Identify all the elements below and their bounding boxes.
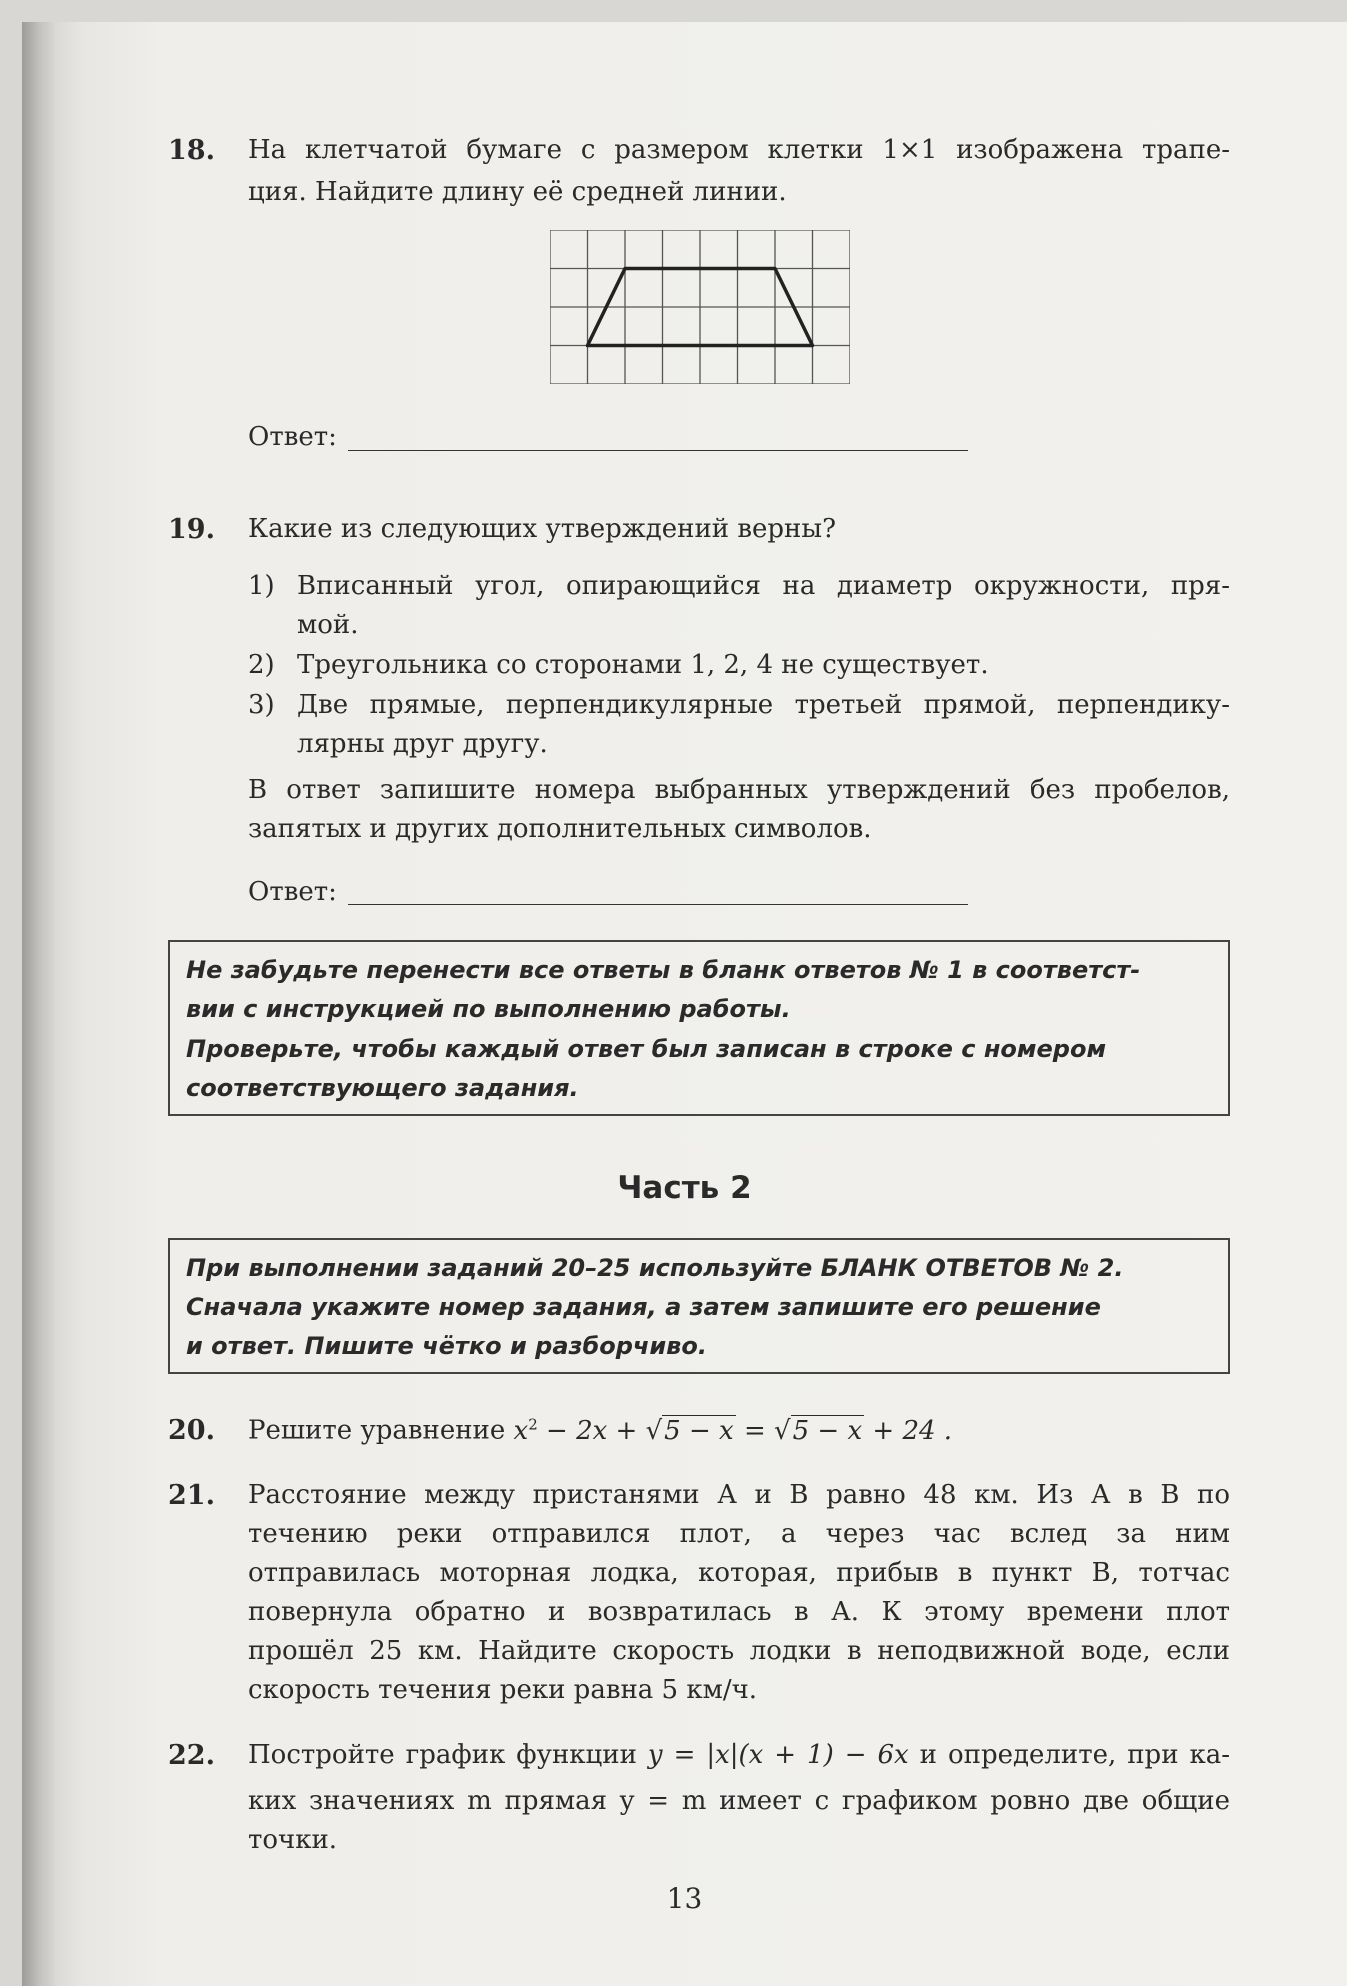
task-19-instruction-line-2: запятых и других дополнительных символов. bbox=[248, 814, 872, 844]
task-21-number: 21. bbox=[168, 1480, 215, 1511]
part-2-heading: Часть 2 bbox=[617, 1170, 752, 1206]
task-18-number: 18. bbox=[168, 135, 215, 166]
task-19-item-1-num: 1) bbox=[248, 571, 275, 601]
task-22-text-start: Постройте график функции bbox=[248, 1740, 637, 1770]
task-19-item-1-line-1: Вписанный угол, опирающийся на диаметр окружности, пря- bbox=[297, 571, 1230, 601]
task-19-item-3-line-1: Две прямые, перпендикулярные третьей прямой, перпендику- bbox=[297, 690, 1230, 720]
task-18-answer-field[interactable] bbox=[348, 450, 968, 451]
task-21-line-2: течению реки отправился плот, а через час вслед за ним bbox=[248, 1519, 1230, 1549]
task-22-line-1 bbox=[248, 1740, 1230, 1770]
notice-2-line-1: При выполнении заданий 20–25 используйте БЛАНК ОТВЕТОВ № 2. bbox=[186, 1254, 1124, 1282]
task-19-item-2-num: 2) bbox=[248, 650, 275, 680]
notice-1-line-1: Не забудьте перенести все ответы в бланк ответов № 1 в соответст- bbox=[186, 956, 1141, 984]
task-22-line-2: ких значениях m прямая y = m имеет с графиком ровно две общие bbox=[248, 1786, 1230, 1816]
book-spine-shadow bbox=[22, 22, 56, 1986]
task-18-line-1: На клетчатой бумаге с размером клетки 1×1 изображена трапе- bbox=[248, 135, 1230, 165]
eq-equals: = bbox=[735, 1415, 775, 1446]
eq-tail: + 24 . bbox=[864, 1415, 953, 1446]
task-19-question: Какие из следующих утверждений верны? bbox=[248, 514, 837, 544]
task-20-text: Решите уравнение bbox=[248, 1415, 506, 1446]
notice-2-line-2: Сначала укажите номер задания, а затем запишите его решение bbox=[186, 1293, 1101, 1321]
task-19-instruction-line-1: В ответ запишите номера выбранных утверждений без пробелов, bbox=[248, 775, 1230, 805]
task-21-line-6: скорость течения реки равна 5 км/ч. bbox=[248, 1675, 758, 1705]
task-19-item-3-line-2: лярны друг другу. bbox=[297, 729, 548, 759]
task-21-line-1: Расстояние между пристанями А и В равно 48 км. Из А в В по bbox=[248, 1480, 1230, 1510]
eq-sqrt-1: 5 − x bbox=[664, 1415, 734, 1446]
trapezoid-grid-figure bbox=[550, 230, 850, 384]
task-20-number: 20. bbox=[168, 1415, 215, 1446]
eq-sqrt-2: 5 − x bbox=[792, 1415, 863, 1446]
task-19-number: 19. bbox=[168, 514, 215, 545]
task-18-answer-label: Ответ: bbox=[248, 422, 337, 452]
task-18-line-2: ция. Найдите длину её средней линии. bbox=[248, 177, 787, 207]
page-sheet bbox=[22, 22, 1347, 1986]
eq-minus-2x: − 2x + bbox=[537, 1415, 646, 1446]
task-20-statement bbox=[248, 1415, 952, 1446]
task-21-line-4: повернула обратно и возвратилась в А. К этому времени плот bbox=[248, 1597, 1230, 1627]
task-22-line-3: точки. bbox=[248, 1825, 338, 1855]
task-22-number: 22. bbox=[168, 1740, 215, 1771]
task-21-line-3: отправилась моторная лодка, которая, прибыв в пункт В, тотчас bbox=[248, 1558, 1230, 1588]
task-21-line-5: прошёл 25 км. Найдите скорость лодки в неподвижной воде, если bbox=[248, 1636, 1230, 1666]
task-22-text-end: и определите, при ка- bbox=[919, 1740, 1231, 1770]
task-20-equation: $x^2 - 2x + √5 - x = √5 - x + 24$ . bbox=[513, 1415, 953, 1446]
task-19-item-3-num: 3) bbox=[248, 690, 275, 720]
task-19-item-2-line-1: Треугольника со сторонами 1, 2, 4 не существует. bbox=[297, 650, 989, 680]
notice-box-transfer-answers bbox=[168, 940, 1230, 1116]
task-19-item-1-line-2: мой. bbox=[297, 610, 359, 640]
notice-1-line-4: соответствующего задания. bbox=[186, 1074, 579, 1102]
notice-1-line-2: вии с инструкцией по выполнению работы. bbox=[186, 995, 791, 1023]
notice-box-answer-sheet-2 bbox=[168, 1238, 1230, 1374]
page-number: 13 bbox=[666, 1882, 703, 1915]
eq-x: x bbox=[513, 1415, 529, 1446]
task-22-formula: y = |x|(x + 1) − 6x bbox=[647, 1740, 909, 1770]
notice-2-line-3: и ответ. Пишите чётко и разборчиво. bbox=[186, 1332, 707, 1360]
task-19-answer-field[interactable] bbox=[348, 904, 968, 905]
notice-1-line-3: Проверьте, чтобы каждый ответ был записан в строке с номером bbox=[186, 1035, 1107, 1063]
task-19-answer-label: Ответ: bbox=[248, 877, 337, 907]
eq-exponent: 2 bbox=[528, 1415, 538, 1433]
